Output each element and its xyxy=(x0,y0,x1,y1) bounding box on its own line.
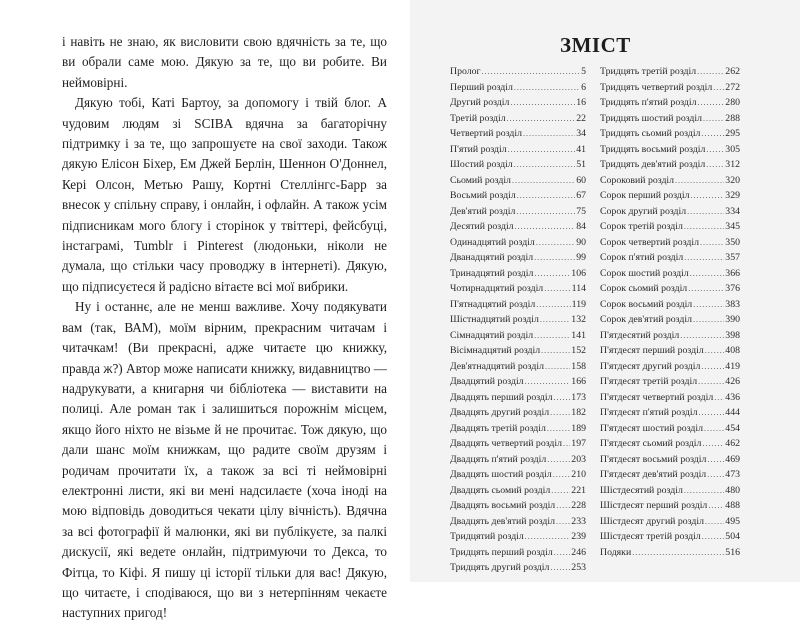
toc-entry-page: 119 xyxy=(571,298,586,310)
toc-leader-dots xyxy=(541,343,570,359)
toc-entry xyxy=(450,498,586,514)
toc-entry-page: 398 xyxy=(725,329,740,341)
toc-entry xyxy=(600,467,740,483)
toc-entry-label: Сорок восьмий розділ xyxy=(600,298,693,310)
toc-entry-page: 488 xyxy=(725,500,740,511)
toc-entry xyxy=(600,204,740,220)
toc-entry xyxy=(600,219,740,235)
toc-leader-dots xyxy=(707,452,724,468)
toc-entry xyxy=(600,80,740,96)
toc-entry xyxy=(450,545,586,561)
toc-entry-page: 469 xyxy=(725,453,740,465)
toc-entry xyxy=(450,219,586,235)
toc-entry xyxy=(450,80,586,96)
toc-leader-dots xyxy=(693,297,724,313)
toc-entry-page: 166 xyxy=(571,376,586,387)
toc-leader-dots xyxy=(708,498,724,514)
toc-entry-label: Шістдесят перший розділ xyxy=(600,500,708,511)
toc-entry-page: 504 xyxy=(725,531,740,542)
toc-column-2 xyxy=(600,64,740,560)
toc-entry-label: Чотирнадцятий розділ xyxy=(450,283,544,294)
toc-entry-page: 426 xyxy=(725,376,740,387)
toc-leader-dots xyxy=(705,514,724,530)
toc-entry xyxy=(450,483,586,499)
toc-entry-label: Сорок другий розділ xyxy=(600,205,687,217)
toc-entry-page: 262 xyxy=(725,66,740,77)
toc-entry xyxy=(600,390,740,406)
toc-entry-label: Двадцять перший розділ xyxy=(450,391,553,403)
toc-entry-page: 390 xyxy=(725,314,740,325)
toc-leader-dots xyxy=(551,483,570,499)
toc-entry-page: 246 xyxy=(571,546,586,558)
toc-entry xyxy=(600,173,740,189)
toc-entry-page: 444 xyxy=(725,407,740,418)
toc-entry-label: Восьмий розділ xyxy=(450,190,516,201)
toc-entry xyxy=(600,111,740,127)
toc-entry-label: Сорок третій розділ xyxy=(600,221,683,232)
toc-entry-label: Двадцять третій розділ xyxy=(450,422,546,434)
toc-entry-label: Перший розділ xyxy=(450,81,513,93)
toc-entry-label: Сьомий розділ xyxy=(450,174,511,186)
toc-leader-dots xyxy=(515,219,576,235)
toc-entry xyxy=(600,498,740,514)
toc-entry-page: 141 xyxy=(571,329,586,341)
toc-entry-page: 51 xyxy=(576,159,586,170)
toc-entry-label: Дев'ятнадцятий розділ xyxy=(450,360,544,372)
toc-entry-label: Сороковий розділ xyxy=(600,174,675,186)
toc-leader-dots xyxy=(703,111,724,127)
toc-entry xyxy=(450,328,586,344)
toc-entry-page: 436 xyxy=(725,391,740,403)
toc-entry-page: 480 xyxy=(725,484,740,496)
toc-entry xyxy=(450,514,586,530)
toc-leader-dots xyxy=(547,421,570,437)
toc-entry-label: Дванадцятий розділ xyxy=(450,252,534,263)
toc-entry xyxy=(450,374,586,390)
toc-entry-page: 99 xyxy=(576,252,586,263)
toc-entry xyxy=(450,560,586,576)
toc-entry xyxy=(600,126,740,142)
toc-leader-dots xyxy=(705,343,725,359)
toc-leader-dots xyxy=(704,421,724,437)
toc-entry-label: Двадцять дев'ятий розділ xyxy=(450,515,555,527)
toc-leader-dots xyxy=(508,142,576,158)
toc-entry xyxy=(600,374,740,390)
toc-leader-dots xyxy=(507,111,576,127)
toc-entry-page: 345 xyxy=(725,221,740,232)
toc-entry-page: 383 xyxy=(725,298,740,310)
toc-entry-page: 473 xyxy=(725,469,740,480)
toc-leader-dots xyxy=(516,204,575,220)
toc-entry xyxy=(450,343,586,359)
toc-entry xyxy=(600,142,740,158)
toc-entry-label: Двадцять восьмий розділ xyxy=(450,500,556,511)
toc-entry xyxy=(600,483,740,499)
toc-entry-page: 272 xyxy=(725,81,740,93)
toc-entry-page: 320 xyxy=(725,174,740,186)
toc-entry-page: 60 xyxy=(576,174,586,186)
toc-entry-label: Подяки xyxy=(600,546,632,558)
toc-entry xyxy=(600,545,740,561)
toc-leader-dots xyxy=(550,560,570,576)
toc-entry-page: 6 xyxy=(581,81,586,93)
toc-entry-label: Тридцятий розділ xyxy=(450,531,524,542)
toc-entry xyxy=(600,188,740,204)
toc-entry-label: Двадцять сьомий розділ xyxy=(450,484,551,496)
toc-leader-dots xyxy=(684,483,724,499)
toc-entry xyxy=(600,312,740,328)
toc-entry-page: 495 xyxy=(725,515,740,527)
toc-entry-page: 210 xyxy=(571,469,586,480)
toc-entry-page: 114 xyxy=(571,283,586,294)
toc-entry xyxy=(450,359,586,375)
toc-entry xyxy=(450,95,586,111)
toc-leader-dots xyxy=(706,142,724,158)
toc-entry xyxy=(450,188,586,204)
toc-entry xyxy=(450,421,586,437)
paragraph: Ну і останнє, але не менш важливе. Хочу подякувати вам (так, ВАМ), моїм вірним, прекрасним читачам і читачкам! (Ви прекрасні, адже читаєте цю книжку, правда ж?) Автор може написати книжку, видавництво — надрукувати, а книгарня чи бібліотека — виставити на полиці. Але роман так і залишиться порожнім місцем, якщо його ніхто не візьме й не прочитає. Тож дякую, що дали шанс моїм книжкам, що радите своїм друзям і родичам прочитати їх, а також за всі ті неймовірні електронні листи, які ви мені надсилаєте (хоча іноді на мою відповідь доводиться чекати цілу вічність). Вдячна за всі фотографії й малюнки, які ви публікуєте, за палкі дискусії, які ведете онлайн, підтримуючи то Декса, то Фітца, то Кіфі. Я пишу ці історії тільки для вас! Дякую, що читаєте, і сподіваюся, що ви з нетерпінням чекаєте наступних пригод! xyxy=(62,299,387,621)
toc-entry-label: П'ятдесят п'ятий розділ xyxy=(600,407,698,418)
toc-entry xyxy=(450,297,586,313)
toc-entry-label: П'ятдесят другий розділ xyxy=(600,360,701,372)
toc-entry-label: П'ятдесятий розділ xyxy=(600,329,680,341)
toc-entry-page: 288 xyxy=(725,112,740,124)
toc-leader-dots xyxy=(714,390,724,406)
toc-title: ЗМІСТ xyxy=(560,33,631,57)
toc-entry-label: Сімнадцятий розділ xyxy=(450,329,534,341)
toc-entry-label: Вісімнадцятий розділ xyxy=(450,345,541,356)
toc-leader-dots xyxy=(698,95,725,111)
toc-entry xyxy=(600,359,740,375)
toc-entry-page: 253 xyxy=(571,562,586,573)
toc-leader-dots xyxy=(523,126,575,142)
toc-entry xyxy=(450,204,586,220)
toc-entry-page: 67 xyxy=(576,190,586,201)
toc-entry-page: 5 xyxy=(581,66,586,77)
toc-entry-page: 158 xyxy=(571,360,586,372)
toc-entry xyxy=(600,514,740,530)
toc-leader-dots xyxy=(684,219,724,235)
toc-entry-page: 419 xyxy=(725,360,740,372)
toc-leader-dots xyxy=(702,529,725,545)
toc-leader-dots xyxy=(684,250,724,266)
toc-entry-label: Шістнадцятий розділ xyxy=(450,314,539,325)
toc-leader-dots xyxy=(534,328,570,344)
toc-entry xyxy=(600,95,740,111)
paragraph: і навіть не знаю, як висловити свою вдячність за те, що ви обрали саме мою. Дякую за те, що ви робите. Ви неймовірні. xyxy=(62,34,387,90)
toc-entry-label: Сорок сьомий розділ xyxy=(600,283,688,294)
toc-entry-label: Тридцять перший розділ xyxy=(450,546,553,558)
toc-entry-label: П'ятдесят сьомий розділ xyxy=(600,438,702,449)
toc-entry-page: 350 xyxy=(725,236,740,248)
toc-entry-page: 203 xyxy=(571,453,586,465)
toc-leader-dots xyxy=(697,64,724,80)
toc-entry-label: Тринадцятий розділ xyxy=(450,267,534,279)
toc-entry-page: 221 xyxy=(571,484,586,496)
toc-entry-page: 106 xyxy=(571,267,586,279)
toc-entry-label: Двадцять другий розділ xyxy=(450,407,550,418)
toc-entry xyxy=(450,126,586,142)
toc-entry xyxy=(600,421,740,437)
toc-entry-label: Двадцять шостий розділ xyxy=(450,469,552,480)
toc-entry-page: 366 xyxy=(725,267,740,279)
toc-entry-page: 233 xyxy=(571,515,586,527)
toc-entry-page: 357 xyxy=(725,252,740,263)
toc-leader-dots xyxy=(525,374,571,390)
toc-entry-label: П'ятдесят третій розділ xyxy=(600,376,698,387)
toc-entry xyxy=(450,250,586,266)
toc-entry-page: 239 xyxy=(571,531,586,542)
toc-entry xyxy=(450,405,586,421)
toc-leader-dots xyxy=(534,266,570,282)
toc-entry-page: 132 xyxy=(571,314,586,325)
toc-entry-label: Одинадцятий розділ xyxy=(450,236,535,248)
toc-leader-dots xyxy=(547,452,570,468)
toc-leader-dots xyxy=(701,126,724,142)
toc-leader-dots xyxy=(514,157,576,173)
toc-entry xyxy=(600,452,740,468)
toc-entry-label: П'ятнадцятий розділ xyxy=(450,298,536,310)
toc-entry-page: 280 xyxy=(725,97,740,108)
toc-leader-dots xyxy=(700,235,724,251)
toc-leader-dots xyxy=(540,312,570,328)
toc-entry-page: 75 xyxy=(576,205,586,217)
toc-entry-label: Дев'ятий розділ xyxy=(450,205,516,217)
toc-column-1 xyxy=(450,64,586,576)
table-of-contents-page xyxy=(410,0,800,582)
toc-entry xyxy=(450,142,586,158)
toc-entry xyxy=(450,173,586,189)
toc-entry-label: Сорок перший розділ xyxy=(600,190,690,201)
toc-leader-dots xyxy=(693,312,724,328)
toc-entry xyxy=(450,157,586,173)
toc-leader-dots xyxy=(632,545,724,561)
toc-leader-dots xyxy=(691,188,725,204)
toc-leader-dots xyxy=(702,436,724,452)
toc-entry-page: 312 xyxy=(725,159,740,170)
toc-leader-dots xyxy=(563,436,570,452)
toc-entry-label: Двадцятий розділ xyxy=(450,376,524,387)
toc-entry-label: Третій розділ xyxy=(450,112,506,124)
toc-entry xyxy=(600,529,740,545)
toc-leader-dots xyxy=(517,188,575,204)
toc-entry-label: Шістдесят другий розділ xyxy=(600,515,704,527)
toc-entry-page: 329 xyxy=(725,190,740,201)
toc-leader-dots xyxy=(525,529,571,545)
toc-entry-label: П'ятий розділ xyxy=(450,143,507,155)
toc-entry xyxy=(450,266,586,282)
toc-entry-label: Сорок шостий розділ xyxy=(600,267,689,279)
toc-entry-page: 228 xyxy=(571,500,586,511)
toc-entry xyxy=(600,235,740,251)
toc-entry xyxy=(450,452,586,468)
toc-leader-dots xyxy=(713,80,724,96)
toc-entry-label: Тридцять другий розділ xyxy=(450,562,550,573)
toc-entry xyxy=(600,405,740,421)
toc-entry-page: 173 xyxy=(571,391,586,403)
toc-entry-label: Другий розділ xyxy=(450,97,510,108)
toc-entry xyxy=(600,64,740,80)
toc-leader-dots xyxy=(536,235,575,251)
toc-leader-dots xyxy=(690,266,725,282)
toc-entry-label: Шостий розділ xyxy=(450,159,513,170)
toc-entry-label: Сорок дев'ятий розділ xyxy=(600,314,692,325)
toc-entry xyxy=(600,250,740,266)
toc-entry-label: Тридцять третій розділ xyxy=(600,66,697,77)
toc-entry-page: 462 xyxy=(725,438,740,449)
toc-entry xyxy=(600,436,740,452)
toc-entry-page: 197 xyxy=(571,438,586,449)
toc-leader-dots xyxy=(554,545,571,561)
toc-leader-dots xyxy=(675,173,724,189)
toc-leader-dots xyxy=(534,250,575,266)
toc-entry-page: 41 xyxy=(576,143,586,155)
toc-entry-label: П'ятдесят шостий розділ xyxy=(600,422,703,434)
toc-entry-page: 90 xyxy=(576,236,586,248)
toc-entry-label: Десятий розділ xyxy=(450,221,514,232)
toc-entry xyxy=(600,266,740,282)
toc-entry-label: Шістдесят третій розділ xyxy=(600,531,701,542)
toc-entry-page: 305 xyxy=(725,143,740,155)
toc-entry-page: 189 xyxy=(571,422,586,434)
paragraph: Дякую тобі, Каті Бартоу, за допомогу і твій блог. А чудовим людям зі SCIBA вдячна за багаторічну підтримку і за те, що запрошуєте на свої заходи. Також дякую Елісон Біхер, Ем Джей Берлін, Шеннон О'Доннел, Кері Олсон, Метью Рашу, Кортні Стеллінгс-Барр за внесок у спільну справу, і онлайн, і офлайн. А також усім підписникам мого блогу і сторінок у твіттері, фейсбуці, інстаграмі, Tumblr і Pinterest (людоньки, ніколи не думала, що стільки часу проводжу в інтернеті). Дякую, що підписуєтеся й радісно вітаєте всі мої вибрики. xyxy=(62,95,387,294)
toc-entry-label: Тридцять шостий розділ xyxy=(600,112,703,124)
acknowledgements-page xyxy=(62,32,387,624)
toc-entry-page: 34 xyxy=(576,128,586,139)
toc-entry xyxy=(600,297,740,313)
toc-entry-page: 84 xyxy=(576,221,586,232)
toc-entry xyxy=(600,328,740,344)
toc-entry xyxy=(450,529,586,545)
toc-entry-page: 408 xyxy=(725,345,740,356)
toc-leader-dots xyxy=(556,514,570,530)
toc-leader-dots xyxy=(701,359,724,375)
toc-entry-page: 454 xyxy=(725,422,740,434)
toc-leader-dots xyxy=(707,467,724,483)
toc-leader-dots xyxy=(680,328,724,344)
toc-entry-label: Тридцять восьмий розділ xyxy=(600,143,706,155)
toc-entry xyxy=(600,281,740,297)
toc-entry xyxy=(600,343,740,359)
toc-entry-page: 22 xyxy=(576,112,586,124)
toc-entry-label: Тридцять четвертий розділ xyxy=(600,81,713,93)
toc-entry xyxy=(450,235,586,251)
toc-leader-dots xyxy=(706,157,724,173)
toc-entry xyxy=(450,111,586,127)
toc-entry xyxy=(450,64,586,80)
toc-entry xyxy=(450,281,586,297)
toc-entry-label: П'ятдесят четвертий розділ xyxy=(600,391,714,403)
toc-entry xyxy=(450,312,586,328)
toc-leader-dots xyxy=(510,95,575,111)
toc-entry-label: Шістдесятий розділ xyxy=(600,484,683,496)
toc-entry-page: 295 xyxy=(725,128,740,139)
toc-leader-dots xyxy=(698,374,724,390)
toc-entry-label: П'ятдесят восьмий розділ xyxy=(600,453,707,465)
toc-leader-dots xyxy=(512,173,575,189)
toc-leader-dots xyxy=(553,467,571,483)
toc-leader-dots xyxy=(698,405,724,421)
toc-leader-dots xyxy=(544,281,570,297)
toc-entry-label: Двадцять п'ятий розділ xyxy=(450,453,547,465)
toc-entry xyxy=(450,390,586,406)
toc-entry-label: Тридцять дев'ятий розділ xyxy=(600,159,706,170)
toc-leader-dots xyxy=(554,390,571,406)
toc-entry xyxy=(600,157,740,173)
toc-leader-dots xyxy=(545,359,570,375)
toc-leader-dots xyxy=(556,498,570,514)
toc-leader-dots xyxy=(482,64,581,80)
toc-entry-label: Тридцять сьомий розділ xyxy=(600,128,701,139)
toc-entry-page: 334 xyxy=(725,205,740,217)
toc-entry xyxy=(450,467,586,483)
toc-entry-page: 376 xyxy=(725,283,740,294)
toc-entry-page: 182 xyxy=(571,407,586,418)
toc-entry-label: Тридцять п'ятий розділ xyxy=(600,97,697,108)
toc-leader-dots xyxy=(687,204,724,220)
toc-entry-page: 516 xyxy=(725,546,740,558)
toc-leader-dots xyxy=(550,405,570,421)
toc-entry-label: П'ятдесят дев'ятий розділ xyxy=(600,469,707,480)
toc-entry-page: 152 xyxy=(571,345,586,356)
toc-leader-dots xyxy=(536,297,570,313)
toc-leader-dots xyxy=(688,281,724,297)
toc-entry-label: Сорок п'ятий розділ xyxy=(600,252,684,263)
toc-leader-dots xyxy=(514,80,580,96)
toc-entry-label: Пролог xyxy=(450,66,481,77)
toc-entry-label: Четвертий розділ xyxy=(450,128,522,139)
toc-entry-label: П'ятдесят перший розділ xyxy=(600,345,704,356)
toc-entry-page: 16 xyxy=(576,97,586,108)
toc-entry xyxy=(450,436,586,452)
toc-entry-label: Двадцять четвертий розділ xyxy=(450,438,563,449)
toc-entry-label: Сорок четвертий розділ xyxy=(600,236,699,248)
